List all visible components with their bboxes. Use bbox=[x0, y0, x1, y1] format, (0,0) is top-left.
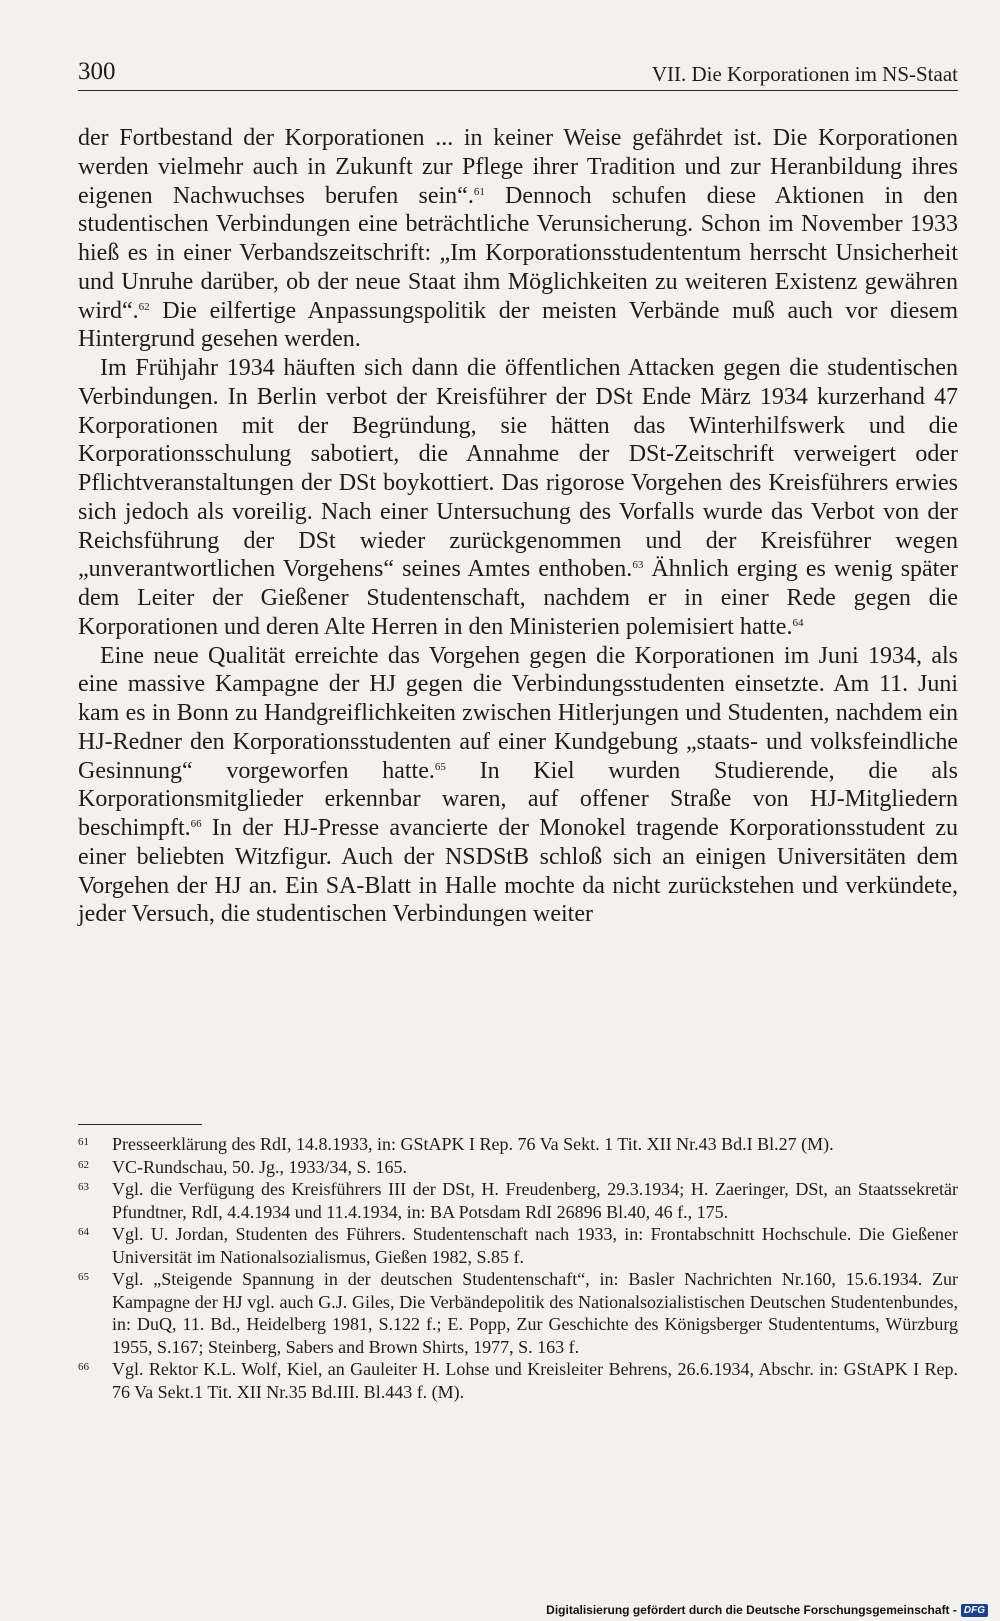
page-number: 300 bbox=[78, 58, 116, 85]
paragraph-3-text-1: Eine neue Qualität erreichte das Vorgehen gegen die Korporationen im Juni 1934, als eine massive Kampagne der HJ gegen die Verbindungsstudenten einsetzte. Am 11. Juni kam es in Bonn zu Handgreiflichkeiten zwischen Hitlerjungen und Studenten, nachdem ein HJ-Redner den Korporationsstudenten auf einer Kundgebung „staats- und volksfeindliche Gesinnung“ vorgeworfen hatte. bbox=[78, 642, 958, 784]
main-text bbox=[78, 124, 958, 929]
footnote-separator bbox=[78, 1124, 202, 1125]
footnote-text: Vgl. U. Jordan, Studenten des Führers. Studentenschaft nach 1933, in: Frontabschnitt Hochschule. Die Gießener Universität im Nationalsozialismus, Gießen 1982, S.85 f. bbox=[112, 1224, 958, 1267]
paragraph-1 bbox=[78, 124, 958, 354]
paragraph-2-text-2: Ähnlich erging es wenig später dem Leiter der Gießener Studentenschaft, nachdem er in einer Rede gegen die Korporationen und deren Alte Herren in den Ministerien polemisiert hatte. bbox=[78, 556, 958, 640]
page-header bbox=[78, 56, 958, 91]
paragraph-3-text-3: In der HJ-Presse avancierte der Monokel tragende Korporationsstudent zu einer beliebten Witzfigur. Auch der NSDStB schloß sich an einigen Universitäten dem Vorgehen der HJ an. Ein SA-Blatt in Halle mochte da nicht zurückstehen und verkündete, jeder Versuch, die studentischen Verbindungen weiter bbox=[78, 815, 958, 928]
digitization-credit bbox=[546, 1603, 988, 1617]
footnote-text: Vgl. „Steigende Spannung in der deutschen Studentenschaft“, in: Basler Nachrichten Nr.160, 15.6.1934. Zur Kampagne der HJ vgl. auch G.J. Giles, Die Verbändepolitik des Nationalsozialistischen Deutschen Studentenbundes, in: DuQ, 11. Bd., Heidelberg 1981, S.122 f.; E. Popp, Zur Geschichte des Königsberger Studententums, Würzburg 1955, S.167; Steinberg, Sabers and Brown Shirts, 1977, S. 163 f. bbox=[112, 1269, 958, 1357]
footnote-number: 66 bbox=[78, 1361, 89, 1373]
paragraph-1-text-1: der Fortbestand der Korporationen ... in keiner Weise gefährdet ist. Die Korporationen werden vielmehr auch in Zukunft zur Pflege ihrer Tradition und zur Heranbildung ihres eigenen Nachwuchses berufen sein“. bbox=[78, 125, 958, 209]
footnote-ref-63: 63 bbox=[632, 559, 644, 572]
footnote-64 bbox=[78, 1223, 958, 1268]
paragraph-2 bbox=[78, 354, 958, 642]
paragraph-2-text-1: Im Frühjahr 1934 häuften sich dann die öffentlichen Attacken gegen die studentischen Verbindungen. In Berlin verbot der Kreisführer der DSt Ende März 1934 kurzerhand 47 Korporationen mit der Begründung, sie hätten das Winterhilfswerk und die Korporationsschulung sabotiert, die Annahme der DSt-Zeitschrift verweigert oder Pflichtveranstaltungen der DSt boykottiert. Das rigorose Vorgehen des Kreisführers erwies sich jedoch als voreilig. Nach einer Untersuchung des Vorfalls wurde das Verbot von der Reichsführung der DSt wieder zurückgenommen und der Kreisführer wegen „unverantwortlichen Vorgehens“ seines Amtes enthoben. bbox=[78, 355, 958, 583]
paragraph-1-text-3: Die eilfertige Anpassungspolitik der meisten Verbände muß auch vor diesem Hintergrund gesehen werden. bbox=[78, 297, 958, 353]
footnote-61 bbox=[78, 1133, 958, 1156]
footnote-number: 64 bbox=[78, 1226, 89, 1238]
footnote-text: Vgl. die Verfügung des Kreisführers III der DSt, H. Freudenberg, 29.3.1934; H. Zaeringer, DSt, an Staatssekretär Pfundtner, RdI, 4.4.1934 und 11.4.1934, in: BA Potsdam RdI 26896 Bl.40, 46 f., 175. bbox=[112, 1179, 958, 1222]
paragraph-3 bbox=[78, 642, 958, 930]
footnote-ref-65: 65 bbox=[434, 760, 446, 773]
footnote-number: 65 bbox=[78, 1271, 89, 1283]
running-title: VII. Die Korporationen im NS-Staat bbox=[651, 62, 958, 86]
footnote-text: Presseerklärung des RdI, 14.8.1933, in: GStAPK I Rep. 76 Va Sekt. 1 Tit. XII Nr.43 Bd.I Bl.27 (M). bbox=[112, 1134, 834, 1154]
footnote-ref-64: 64 bbox=[792, 616, 804, 629]
footnote-number: 62 bbox=[78, 1158, 89, 1171]
footnote-ref-66: 66 bbox=[190, 818, 202, 830]
footnote-number: 63 bbox=[78, 1181, 89, 1193]
footnote-ref-61: 61 bbox=[473, 185, 485, 198]
footnote-ref-62: 62 bbox=[138, 300, 150, 313]
paragraph-3-text-2: In Kiel wurden Studierende, die als Korporationsmitglieder erkennbar waren, auf offener Straße von HJ-Mitgliedern beschimpft. bbox=[78, 757, 958, 841]
paragraph-1-text-2: Dennoch schufen diese Aktionen in den studentischen Verbindungen eine beträchtliche Verunsicherung. Schon im November 1933 hieß es in einer Verbandszeitschrift: „Im Korporationsstudententum herrscht Unsicherheit und Unruhe darüber, ob der neue Staat ihm Möglichkeiten zu weiteren Existenz gewähren wird“. bbox=[78, 182, 959, 324]
footnote-62 bbox=[78, 1156, 958, 1179]
footnote-text: Vgl. Rektor K.L. Wolf, Kiel, an Gauleiter H. Lohse und Kreisleiter Behrens, 26.6.1934, Abschr. in: GStAPK I Rep. 76 Va Sekt.1 Tit. XII Nr.35 Bd.III. Bl.443 f. (M). bbox=[112, 1359, 958, 1402]
footnote-65 bbox=[78, 1268, 958, 1358]
dfg-logo: DFG bbox=[961, 1604, 988, 1617]
credit-text: Digitalisierung gefördert durch die Deutsche Forschungsgemeinschaft - bbox=[546, 1603, 957, 1617]
footnotes bbox=[78, 1133, 958, 1403]
footnote-63 bbox=[78, 1178, 958, 1223]
footnote-number: 61 bbox=[78, 1136, 89, 1148]
footnote-66 bbox=[78, 1358, 958, 1403]
footnote-text: VC-Rundschau, 50. Jg., 1933/34, S. 165. bbox=[112, 1156, 408, 1177]
